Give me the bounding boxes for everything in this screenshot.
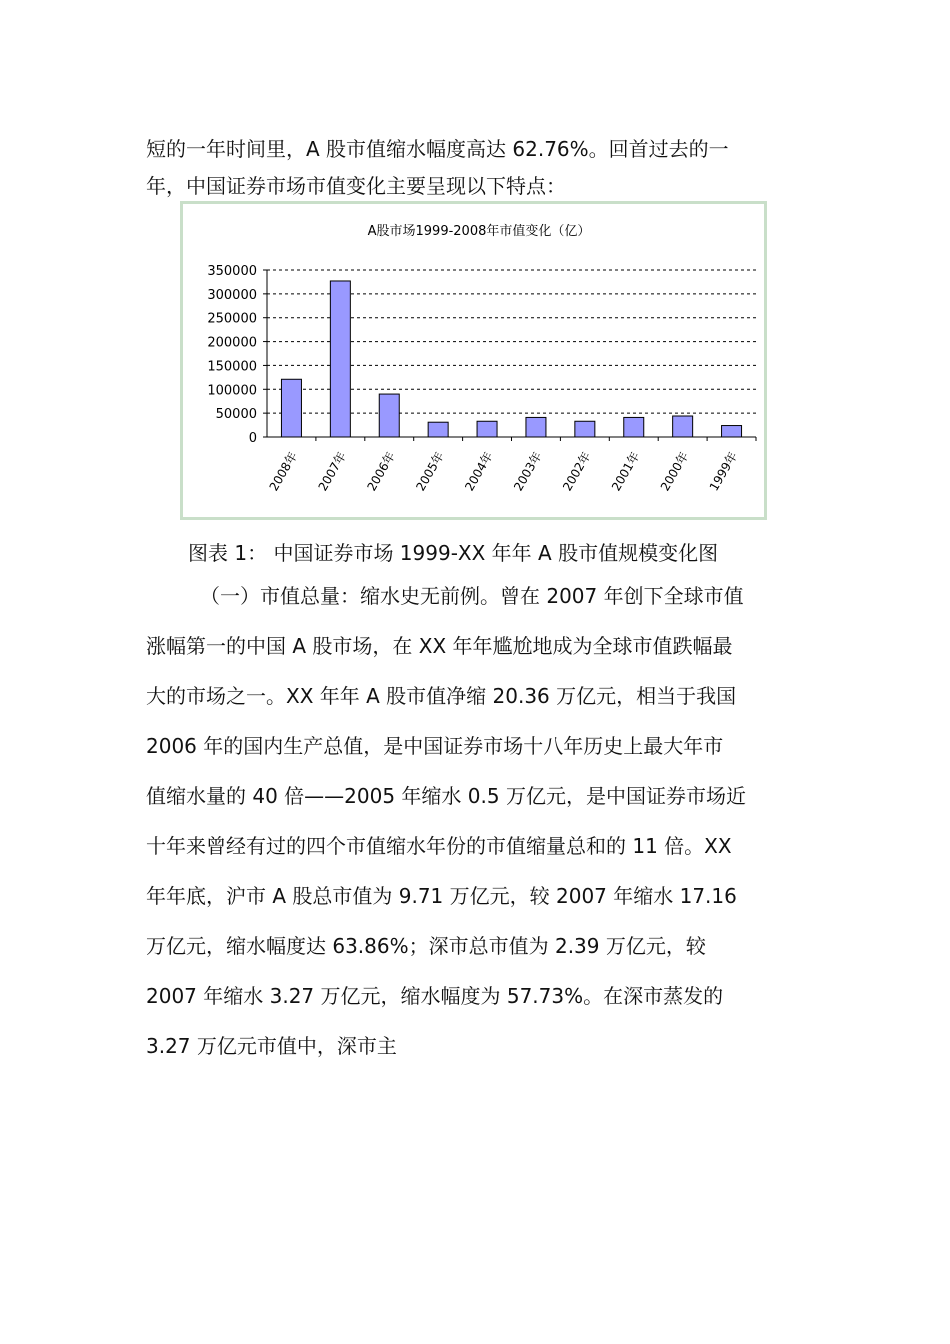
body-line: 2007 年缩水 3.27 万亿元，缩水幅度为 57.73%。在深市蒸发的 — [146, 984, 724, 1008]
body-line: 2006 年的国内生产总值，是中国证券市场十八年历史上最大年市 — [146, 734, 724, 758]
bar — [526, 417, 546, 437]
bar — [330, 281, 350, 437]
x-tick-label: 2001年 — [608, 449, 643, 494]
body-line: 3.27 万亿元市值中，深市主 — [146, 1034, 397, 1058]
y-tick-label: 150000 — [207, 359, 257, 375]
bar — [624, 417, 644, 437]
x-tick-label: 2004年 — [462, 449, 496, 494]
x-tick-label: 2000年 — [657, 449, 692, 494]
y-tick-label: 50000 — [215, 407, 257, 423]
y-tick-label: 100000 — [207, 383, 257, 399]
figure-caption: 图表 1： 中国证券市场 1999-XX 年年 A 股市值规模变化图 — [188, 541, 719, 565]
bar — [477, 421, 497, 437]
body-line: 年年底，沪市 A 股总市值为 9.71 万亿元，较 2007 年缩水 17.16 — [146, 884, 737, 908]
intro-line-2: 年，中国证券市场市值变化主要呈现以下特点： — [146, 174, 566, 198]
y-tick-label: 0 — [248, 431, 257, 446]
body-line: 大的市场之一。XX 年年 A 股市值净缩 20.36 万亿元，相当于我国 — [146, 684, 737, 708]
chart-canvas — [183, 204, 764, 517]
body-line: 十年来曾经有过的四个市值缩水年份的市值缩量总和的 11 倍。XX — [146, 834, 732, 858]
bar — [428, 422, 448, 437]
x-tick-label: 2003年 — [511, 449, 545, 494]
chart-title: A股市场1999-2008年市值变化（亿） — [367, 224, 591, 239]
body-line: 万亿元，缩水幅度达 63.86%；深市总市值为 2.39 万亿元，较 — [146, 934, 706, 958]
body-line: 涨幅第一的中国 A 股市场，在 XX 年年尴尬地成为全球市值跌幅最 — [146, 634, 733, 658]
market-cap-chart — [180, 201, 767, 520]
bar — [575, 421, 595, 437]
x-tick-label: 1999年 — [706, 449, 741, 494]
x-tick-label: 2008年 — [266, 449, 301, 494]
y-tick-label: 350000 — [207, 264, 257, 279]
x-tick-label: 2006年 — [364, 449, 398, 494]
y-tick-label: 200000 — [207, 335, 257, 351]
bar — [281, 379, 301, 437]
intro-line-1: 短的一年时间里，A 股市值缩水幅度高达 62.76%。回首过去的一 — [146, 137, 729, 161]
x-tick-label: 2007年 — [315, 449, 349, 494]
body-line: （一）市值总量：缩水史无前例。曾在 2007 年创下全球市值 — [200, 584, 744, 608]
y-tick-label: 300000 — [207, 287, 257, 303]
bar — [722, 426, 742, 437]
bar — [673, 416, 693, 437]
y-tick-label: 250000 — [207, 311, 257, 327]
x-tick-label: 2002年 — [560, 449, 594, 494]
body-line: 值缩水量的 40 倍——2005 年缩水 0.5 万亿元，是中国证券市场近 — [146, 784, 746, 808]
x-tick-label: 2005年 — [413, 449, 447, 494]
bar — [379, 394, 399, 437]
